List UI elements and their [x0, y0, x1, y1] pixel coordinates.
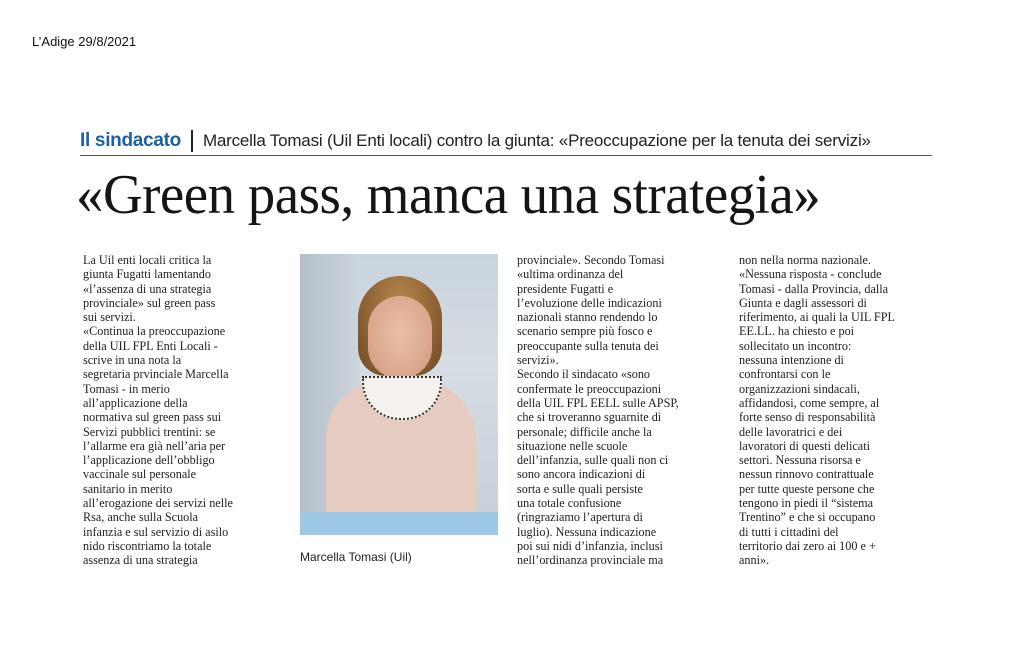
source-line: L’Adige 29/8/2021 — [32, 34, 137, 49]
kicker-subtitle: Marcella Tomasi (Uil Enti locali) contro la giunta: «Preoccupazione per la tenuta dei servizi» — [202, 131, 871, 150]
portrait-photo — [300, 254, 498, 535]
article-headline: «Green pass, manca una strategia» — [76, 164, 821, 226]
article-column-3: non nella norma nazionale. «Nessuna risposta - conclude Tomasi - dalla Provincia, dalla Giunta e dagli assessori di riferimento, ai quali la UIL FPL EE.LL. ha chiesto e poi sollecitato un incontro: nessuna intenzione di confrontarsi con le organizzazioni sindacali, affidandosi, come sempre, al forte senso di responsabilità delle lavoratrici e dei lavoratori di questi delicati settori. Nessuna risorsa e nessun rinnovo contrattuale per tutte queste persone che tengono in piedi il “sistema Trentino” e che si occupano di tutti i cittadini del territorio dai zero ai 100 e + anni». — [739, 253, 895, 568]
photo-face — [368, 296, 432, 378]
article-column-2: provinciale». Secondo Tomasi «ultima ordinanza del presidente Fugatti e l’evoluzione delle indicazioni nazionali stanno rendendo lo scenario sempre più fosco e preoccupante sulla tenuta dei servizi». Secondo il sindacato «sono confermate le preoccupazioni della UIL FPL EELL sulle APSP, che si troveranno sguarnite di personale; difficile anche la situazione nelle scuole dell’infanzia, sulle quali non ci sono ancora indicazioni di sorta e sulle quali persiste una totale confusione (ringraziamo l’apertura di luglio). Nessuna indicazione poi sui nidi d’infanzia, inclusi nell’ordinanza provinciale ma — [517, 253, 679, 568]
kicker-row — [80, 127, 932, 156]
article-column-1: La Uil enti locali critica la giunta Fugatti lamentando «l’assenza di una strategia provinciale» sul green pass sui servizi. «Continua la preoccupazione della UIL FPL Enti Locali - scrive in una nota la segretaria prvinciale Marcella Tomasi - in merio all’applicazione della normativa sul green pass sui Servizi pubblici trentini: se l’allarme era già nell’aria per l’applicazione dell’obbligo vaccinale sul personale sanitario in merito all’erogazione dei servizi nelle Rsa, anche sulla Scuola infanzia e sul servizio di asilo nido riscontriamo la totale assenza di una strategia — [83, 253, 233, 568]
kicker-divider — [191, 130, 193, 152]
section-kicker: Il sindacato — [80, 130, 181, 151]
photo-desk — [300, 512, 498, 535]
photo-caption: Marcella Tomasi (Uil) — [300, 550, 412, 564]
